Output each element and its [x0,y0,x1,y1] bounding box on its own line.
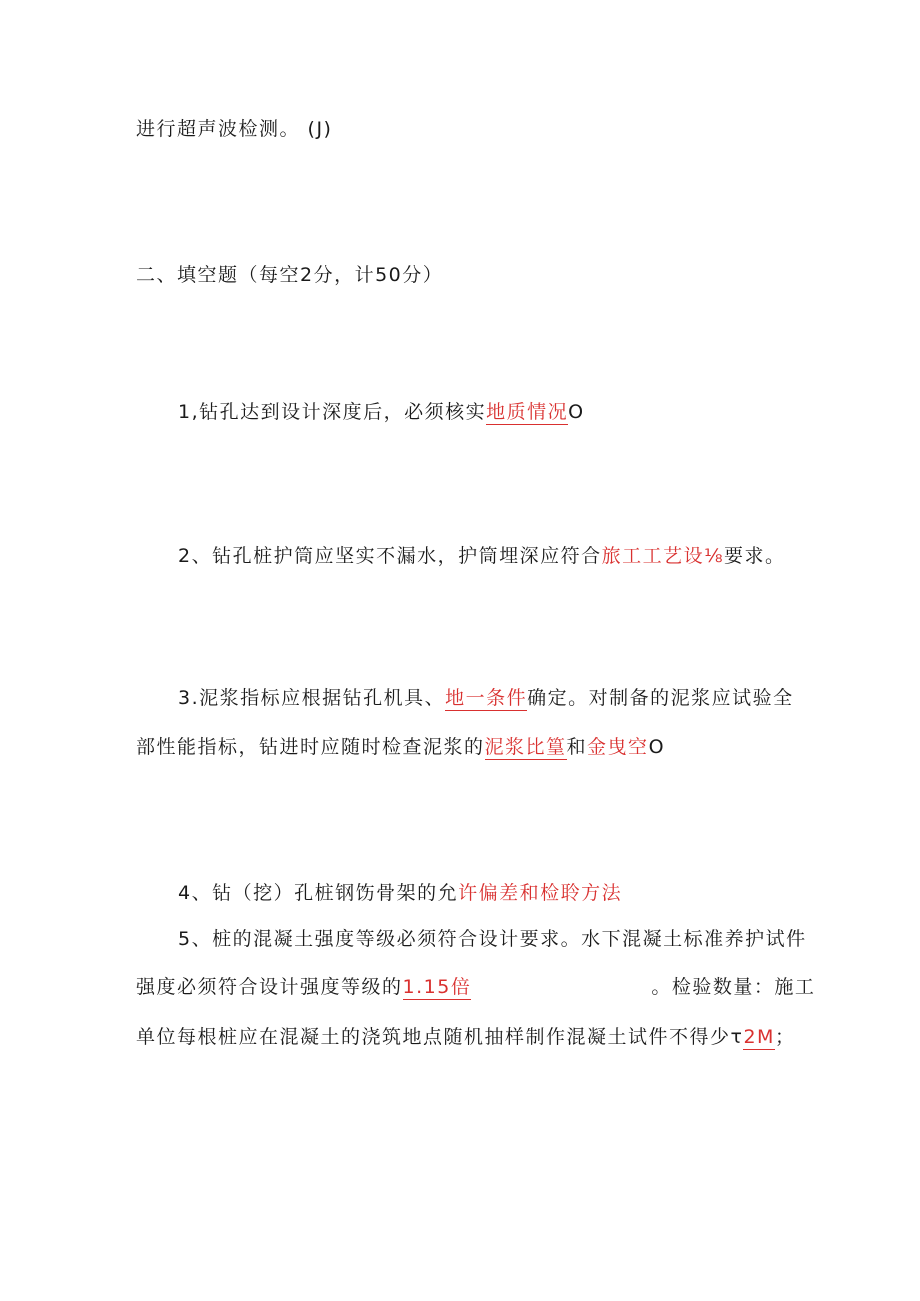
question-text: 部性能指标，钻进时应随时检查泥浆的 [136,736,485,758]
section-title-text: 二、填空题（每空2分，计50分） [136,264,444,286]
question-text: ； [774,1026,796,1048]
question-5-line-2 [136,974,815,1000]
question-text: 和 [566,736,588,758]
question-text: 要求。 [724,545,786,567]
question-text: 1,钻孔达到设计深度后，必须核实 [178,401,487,423]
question-text: O [648,736,666,758]
question-text: 2、钻孔桩护筒应坚实不漏水，护筒埋深应符合 [178,545,602,567]
answer-blank: 旅工工艺设⅛ [601,545,725,567]
question-text: 强度必须符合设计强度等级的 [136,976,403,998]
answer-blank: 许偏差和检聆方法 [458,882,623,904]
question-5-line-3 [136,1024,795,1050]
question-3-line-2 [136,734,665,760]
answer-blank: 地质情况 [486,401,569,423]
answer-blank: 1.15倍 [402,976,472,998]
answer-blank: 泥浆比篁 [484,736,567,758]
section-title [136,262,443,288]
answer-blank: 2M [743,1026,775,1048]
question-text: 5、桩的混凝土强度等级必须符合设计要求。水下混凝土标准养护试件 [178,928,807,950]
question-3-line-1 [178,685,794,711]
line-text: 进行超声波检测。 (J) [136,118,333,140]
question-text: 单位每根桩应在混凝土的浇筑地点随机抽样制作混凝土试件不得少τ [136,1026,744,1048]
question-4 [178,880,622,906]
question-1 [178,399,585,425]
answer-blank: 地一条件 [445,687,528,709]
question-text: 4、钻（挖）孔桩钢饬骨架的允 [178,882,459,904]
question-text: 。检验数量：施工 [651,976,816,998]
question-text: O [568,401,585,423]
answer-blank: 金曳空 [587,736,649,758]
text-line [136,116,332,142]
question-text: 3.泥浆指标应根据钻孔机具、 [178,687,446,709]
question-2 [178,543,786,569]
question-text: 确定。对制备的泥浆应试验全 [527,687,794,709]
question-5-line-1 [178,926,807,952]
